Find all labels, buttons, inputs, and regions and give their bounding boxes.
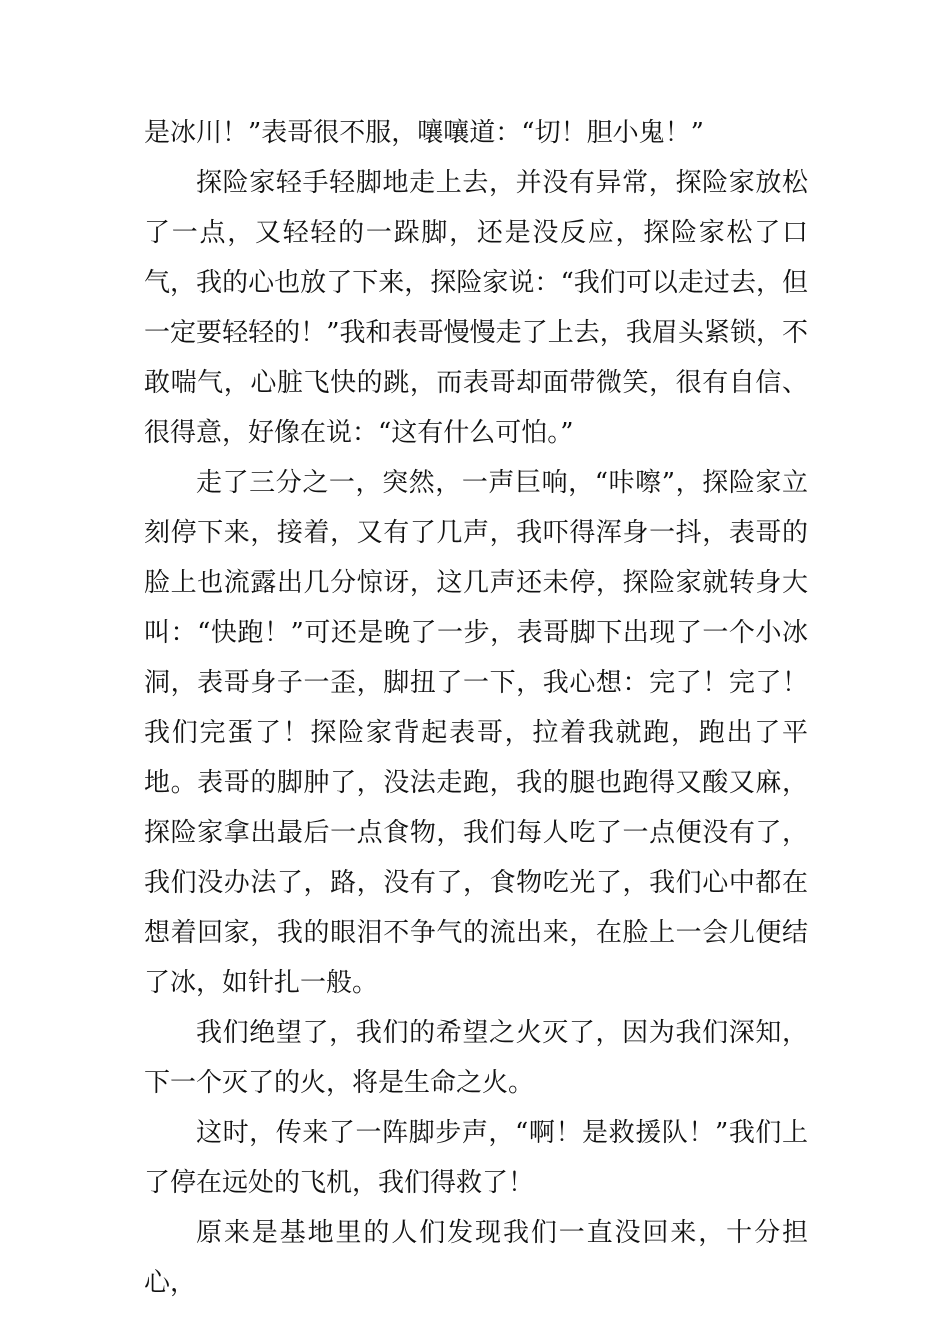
paragraph: 原来是基地里的人们发现我们一直没回来，十分担心， [144,1218,808,1298]
paragraph: 我们绝望了，我们的希望之火灭了，因为我们深知，下一个灭了的火，将是生命之火。 [144,1018,808,1098]
paragraph: 这时，传来了一阵脚步声，“啊！是救援队！”我们上了停在远处的飞机，我们得救了！ [144,1118,808,1198]
paragraph: 走了三分之一，突然，一声巨响，“咔嚓”，探险家立刻停下来，接着，又有了几声，我吓得浑身一抖，表哥的脸上也流露出几分惊讶，这几声还未停，探险家就转身大叫：“快跑！”可还是晚了一步，表哥脚下出现了一个小冰洞，表哥身子一歪，脚扭了一下，我心想：完了！完了！我们完蛋了！探险家背起表哥，拉着我就跑，跑出了平地。表哥的脚肿了，没法走跑，我的腿也跑得又酸又麻，探险家拿出最后一点食物，我们每人吃了一点便没有了，我们没办法了，路，没有了，食物吃光了，我们心中都在想着回家，我的眼泪不争气的流出来，在脸上一会儿便结了冰，如针扎一般。 [144,468,808,998]
document-body [144,108,808,1308]
paragraph: 探险家轻手轻脚地走上去，并没有异常，探险家放松了一点，又轻轻的一跺脚，还是没反应，探险家松了口气，我的心也放了下来，探险家说：“我们可以走过去，但一定要轻轻的！”我和表哥慢慢走了上去，我眉头紧锁，不敢喘气，心脏飞快的跳，而表哥却面带微笑，很有自信、很得意，好像在说：“这有什么可怕。” [144,168,808,448]
paragraph-continuation: 是冰川！”表哥很不服，嚷嚷道：“切！胆小鬼！” [144,118,704,148]
